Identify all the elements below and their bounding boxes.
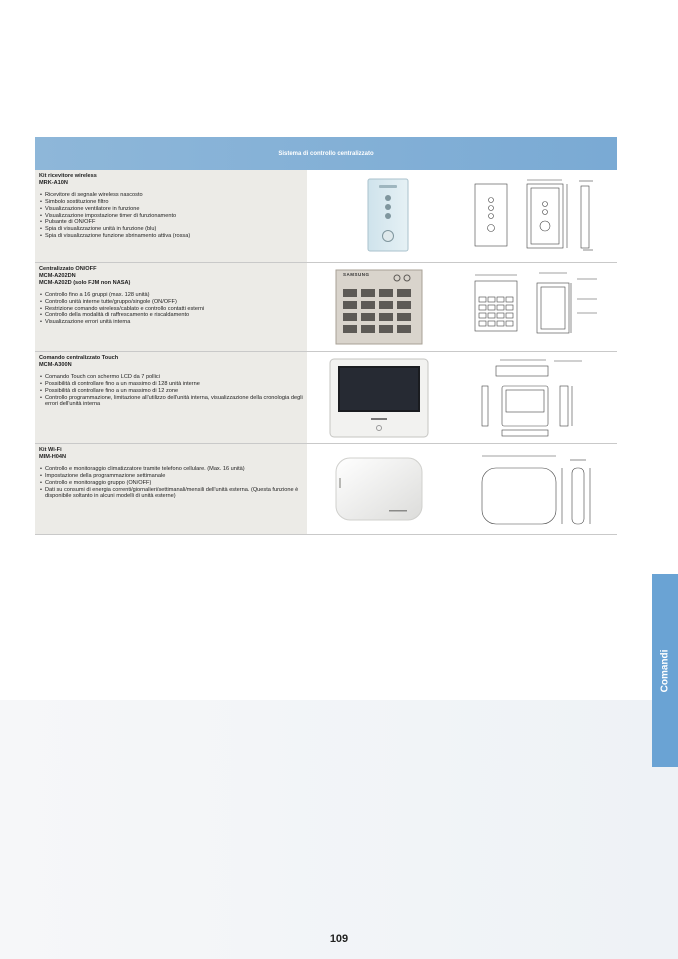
- feature-item: • Spia di visualizzazione funzione sbrinamento attiva (rossa): [45, 233, 303, 240]
- product-visual: [307, 170, 617, 262]
- feature-list: [39, 374, 303, 409]
- page-number: 109: [329, 933, 349, 945]
- product-model: MIM-H04N: [39, 453, 67, 460]
- feature-item: • Visualizzazione impostazione timer di funzionamento: [45, 213, 303, 220]
- product-description: [35, 263, 307, 351]
- table-header: [35, 137, 617, 170]
- product-description: [35, 444, 307, 534]
- feature-item: • Simbolo sostituzione filtro: [45, 199, 303, 206]
- section-side-tab: [652, 574, 678, 767]
- feature-item: • Dati su consumi di energia correnti/giornalieri/settimanali/mensili dell'unità esterna. (Questa funzione è disponibile soltanto in alcuni modelli di unità esterne): [45, 487, 303, 501]
- brand-label: SAMSUNG: [343, 272, 370, 277]
- feature-list: [39, 292, 303, 327]
- product-row-wifi-kit: [35, 444, 617, 535]
- feature-item: • Impostazione della programmazione settimanale: [45, 473, 303, 480]
- feature-list: [39, 466, 303, 501]
- wifi-kit-drawing: [472, 450, 617, 530]
- feature-item: • Possibilità di controllare fino a un massimo di 128 unità interne: [45, 381, 303, 388]
- product-visual: [307, 263, 617, 351]
- feature-item: • Controllo e monitoraggio gruppo (ON/OFF): [45, 480, 303, 487]
- product-description: [35, 352, 307, 443]
- product-title: Comando centralizzato Touch: [39, 355, 119, 361]
- section-side-tab-label: Comandi: [659, 649, 671, 692]
- feature-item: • Controllo programmazione, limitazione all'utilizzo dell'unità interna, visualizzazione della cronologia degli errori dell'unità interna: [45, 395, 303, 409]
- feature-item: • Controllo e monitoraggio climatizzatore tramite telefono cellulare. (Max. 16 unità): [45, 466, 303, 473]
- onoff-controller-drawing: [467, 269, 617, 345]
- product-visual: [307, 352, 617, 443]
- product-row-wireless-kit: [35, 170, 617, 263]
- feature-item: • Ricevitore di segnale wireless nascosto: [45, 192, 303, 199]
- feature-item: • Controllo unità interne tutte/gruppo/singole (ON/OFF): [45, 299, 303, 306]
- product-model: MCM-A300N: [39, 361, 72, 368]
- feature-item: • Visualizzazione errori unità interna: [45, 319, 303, 326]
- touch-controller-drawing: [472, 356, 617, 440]
- feature-item: • Restrizione comando wireless/cablato e controllo contatti esterni: [45, 306, 303, 313]
- table-header-title: Sistema di controllo centralizzato: [278, 150, 374, 157]
- product-row-centralized-onoff: [35, 263, 617, 352]
- product-model: MRK-A10N: [39, 179, 68, 186]
- product-model: MCM-A202DN: [39, 272, 76, 279]
- feature-item: • Comando Touch con schermo LCD da 7 pollici: [45, 374, 303, 381]
- product-visual: [307, 444, 617, 534]
- feature-list: [39, 192, 303, 240]
- feature-item: • Spia di visualizzazione unità in funzione (blu): [45, 226, 303, 233]
- product-title: Centralizzato ON/OFF: [39, 266, 97, 272]
- feature-item: • Pulsante di ON/OFF: [45, 219, 303, 226]
- product-table: [35, 137, 617, 535]
- product-model: MCM-A202D (solo FJM non NASA): [39, 279, 131, 286]
- touch-controller-photo: [329, 358, 429, 438]
- product-row-touch-controller: [35, 352, 617, 444]
- feature-item: • Controllo della modalità di raffrescamento e riscaldamento: [45, 312, 303, 319]
- product-title: Kit ricevitore wireless: [39, 173, 97, 179]
- page-background-fade: [0, 700, 678, 959]
- wireless-receiver-photo: [367, 178, 409, 252]
- feature-item: • Controllo fino a 16 gruppi (max. 128 unità): [45, 292, 303, 299]
- wifi-kit-photo: [333, 452, 425, 526]
- product-title: Kit Wi-Fi: [39, 447, 62, 453]
- feature-item: • Possibilità di controllare fino a un massimo di 12 zone: [45, 388, 303, 395]
- wireless-receiver-drawing: [467, 178, 617, 254]
- feature-item: • Visualizzazione ventilatore in funzione: [45, 206, 303, 213]
- onoff-controller-photo: [335, 269, 423, 345]
- product-description: [35, 170, 307, 262]
